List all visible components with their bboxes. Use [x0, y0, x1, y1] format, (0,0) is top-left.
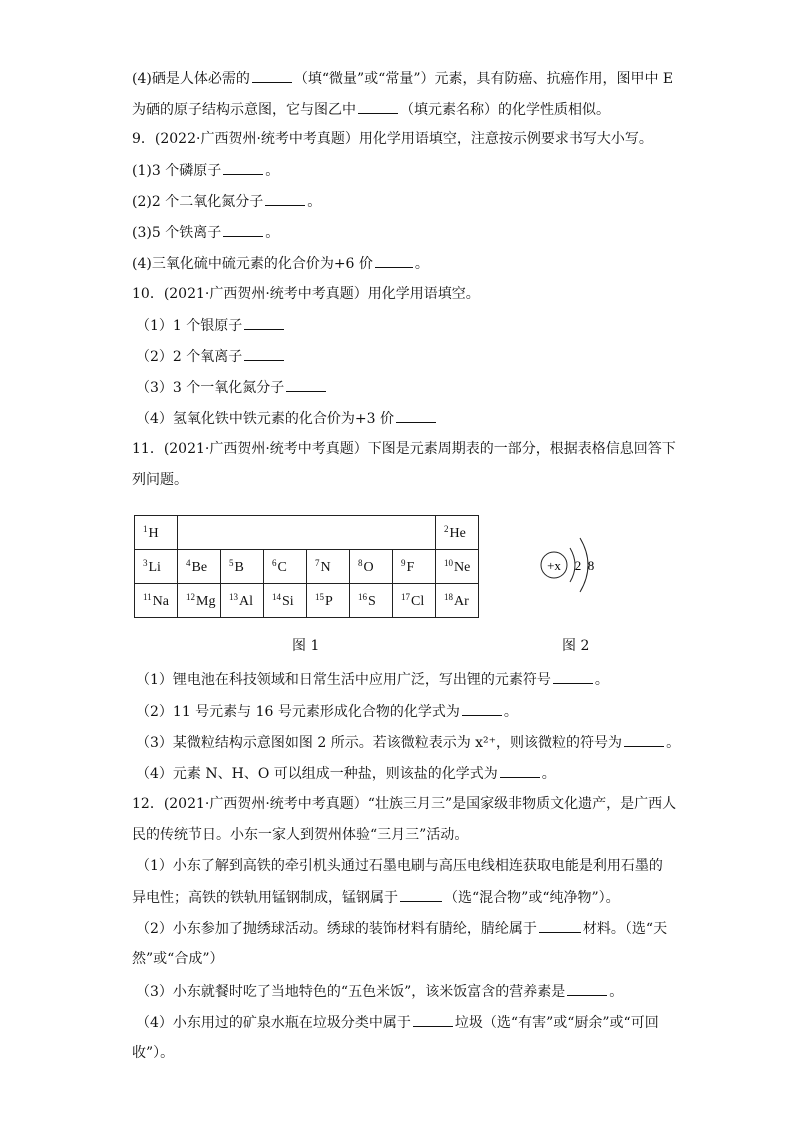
text: （1）小东了解到高铁的牵引机头通过石墨电刷与高压电线相连获取电能是利用石墨的 — [136, 858, 663, 874]
text: （填元素名称）的化学性质相似。 — [400, 102, 610, 118]
text: 。 — [594, 672, 609, 688]
table-row — [135, 584, 479, 618]
q9-part2 — [132, 191, 321, 212]
element-cell: $^{18}$Ar — [436, 584, 479, 618]
q12-part3 — [136, 981, 623, 1002]
q10-part4 — [136, 408, 438, 429]
text: （3）某微粒结构示意图如图 2 所示。若该微粒表示为 x²⁺，则该微粒的符号为 — [136, 735, 623, 751]
text: 民的传统节日。小东一家人到贺州体验“三月三”活动。 — [132, 827, 469, 843]
text: 收”）。 — [132, 1045, 175, 1061]
text: 材料。（选“天 — [582, 921, 668, 937]
answer-blank[interactable] — [244, 346, 284, 361]
figure2-caption: 图 2 — [562, 638, 590, 654]
element-cell: $^2$He — [436, 516, 479, 550]
q12-part1-line1 — [136, 856, 663, 876]
answer-blank[interactable] — [396, 408, 436, 423]
q8-part4-line1 — [132, 68, 673, 89]
q11-part1 — [136, 669, 609, 690]
text: （4）小东用过的矿泉水瓶在垃圾分类中属于 — [136, 1015, 411, 1031]
q11-part4 — [136, 763, 556, 784]
element-cell: $^{12}$Mg — [178, 584, 221, 618]
text: 。 — [307, 194, 322, 210]
element-cell: $^5$B — [221, 550, 264, 584]
q11-part2 — [136, 701, 518, 722]
atom-structure-diagram — [530, 528, 610, 608]
answer-blank[interactable] — [624, 732, 664, 747]
shell2-electrons: 8 — [587, 558, 595, 573]
answer-blank[interactable] — [462, 701, 502, 716]
answer-blank[interactable] — [265, 191, 305, 206]
answer-blank[interactable] — [413, 1012, 453, 1027]
answer-blank[interactable] — [223, 160, 263, 175]
periodic-table — [134, 515, 479, 618]
element-cell: $^7$N — [307, 550, 350, 584]
text: （2）小东参加了抛绣球活动。绣球的装饰材料有腈纶，腈纶属于 — [136, 921, 537, 937]
answer-blank[interactable] — [400, 887, 442, 902]
text: (2)2 个二氧化氮分子 — [132, 194, 264, 210]
text: 。 — [609, 984, 624, 1000]
q12-part4-line1 — [136, 1012, 659, 1033]
q12-title-cont — [132, 825, 468, 845]
text: (1)3 个磷原子 — [132, 163, 222, 179]
q10-part1 — [136, 315, 286, 336]
empty-cell — [178, 516, 221, 550]
figure1-caption: 图 1 — [292, 638, 320, 654]
q11-title — [132, 439, 676, 459]
answer-blank[interactable] — [375, 253, 413, 268]
q12-part2-line2 — [132, 949, 223, 969]
element-cell: $^1$H — [135, 516, 178, 550]
empty-cell — [307, 516, 350, 550]
empty-cell — [264, 516, 307, 550]
element-cell: $^8$O — [350, 550, 393, 584]
q12-title — [132, 794, 676, 814]
answer-blank[interactable] — [286, 377, 326, 392]
question-title: 12．(2021·广西贺州·统考中考真题）“壮族三月三”是国家级非物质文化遗产，是广西人 — [132, 796, 677, 812]
element-cell: $^{10}$Ne — [436, 550, 479, 584]
table-row — [135, 550, 479, 584]
element-cell: $^9$F — [393, 550, 436, 584]
text: 为硒的原子结构示意图，它与图乙中 — [132, 102, 356, 118]
text: 。 — [265, 163, 280, 179]
element-cell: $^{13}$Al — [221, 584, 264, 618]
element-cell: $^6$C — [264, 550, 307, 584]
element-cell: $^{16}$S — [350, 584, 393, 618]
answer-blank[interactable] — [567, 981, 607, 996]
empty-cell — [350, 516, 393, 550]
text: 垃圾（选“有害”或“厨余”或“可回 — [454, 1015, 659, 1031]
question-title: 11．(2021·广西贺州·统考中考真题）下图是元素周期表的一部分，根据表格信息回答下 — [132, 441, 676, 457]
text: 异电性；高铁的铁轨用锰钢制成，锰钢属于 — [132, 890, 398, 906]
q10-part3 — [136, 377, 328, 398]
text: 。 — [265, 225, 280, 241]
q9-part4 — [132, 253, 429, 274]
element-cell: $^3$Li — [135, 550, 178, 584]
text: 。 — [666, 735, 681, 751]
text: 。 — [503, 704, 518, 720]
text: （3）小东就餐时吃了当地特色的“五色米饭”，该米饭富含的营养素是 — [136, 984, 566, 1000]
answer-blank[interactable] — [539, 918, 581, 933]
answer-blank[interactable] — [223, 222, 263, 237]
text: （填“微量”或“常量”）元素，具有防癌、抗癌作用，图甲中 E — [293, 71, 674, 87]
q10-part2 — [136, 346, 286, 367]
text: （2）2 个氧离子 — [136, 349, 243, 365]
nucleus-charge: +x — [547, 558, 561, 573]
answer-blank[interactable] — [500, 763, 540, 778]
answer-blank[interactable] — [553, 669, 593, 684]
q8-part4-line2 — [132, 99, 610, 120]
q12-part2-line1 — [136, 918, 667, 939]
text: 。 — [541, 766, 556, 782]
text: （3）3 个一氧化氮分子 — [136, 380, 285, 396]
q12-part1-line2 — [132, 887, 620, 908]
answer-blank[interactable] — [252, 68, 292, 83]
text: （1）锂电池在科技领域和日常生活中应用广泛，写出锂的元素符号 — [136, 672, 551, 688]
element-cell: $^4$Be — [178, 550, 221, 584]
text: (4)硒是人体必需的 — [132, 71, 250, 87]
text: （1）1 个银原子 — [136, 318, 243, 334]
text: (3)5 个铁离子 — [132, 225, 222, 241]
q12-part4-line2 — [132, 1043, 174, 1063]
question-title: 10．(2021·广西贺州·统考中考真题）用化学用语填空。 — [132, 286, 480, 302]
element-cell: $^{15}$P — [307, 584, 350, 618]
q9-part3 — [132, 222, 279, 243]
shell1-electrons: 2 — [574, 558, 582, 573]
question-title: 9．(2022·广西贺州·统考中考真题）用化学用语填空，注意按示例要求书写大小写。 — [132, 131, 653, 147]
q11-part3 — [136, 732, 680, 753]
text: （2）11 号元素与 16 号元素形成化合物的化学式为 — [136, 704, 460, 720]
q9-part1 — [132, 160, 279, 181]
text: （4）元素 N、H、O 可以组成一种盐，则该盐的化学式为 — [136, 766, 498, 782]
empty-cell — [221, 516, 264, 550]
q10-title — [132, 284, 480, 304]
table-row — [135, 516, 479, 550]
element-cell: $^{11}$Na — [135, 584, 178, 618]
text: （选“混合物”或“纯净物”）。 — [444, 890, 620, 906]
element-cell: $^{14}$Si — [264, 584, 307, 618]
answer-blank[interactable] — [358, 99, 398, 114]
q11-title-cont — [132, 470, 188, 490]
q9-title — [132, 129, 653, 149]
text: 。 — [414, 256, 429, 272]
text: 然”或“合成”） — [132, 951, 224, 967]
empty-cell — [393, 516, 436, 550]
element-cell: $^{17}$Cl — [393, 584, 436, 618]
text: 列问题。 — [132, 472, 188, 488]
text: (4)三氧化硫中硫元素的化合价为+6 价 — [132, 256, 373, 272]
answer-blank[interactable] — [244, 315, 284, 330]
text: （4）氢氧化铁中铁元素的化合价为+3 价 — [136, 411, 394, 427]
